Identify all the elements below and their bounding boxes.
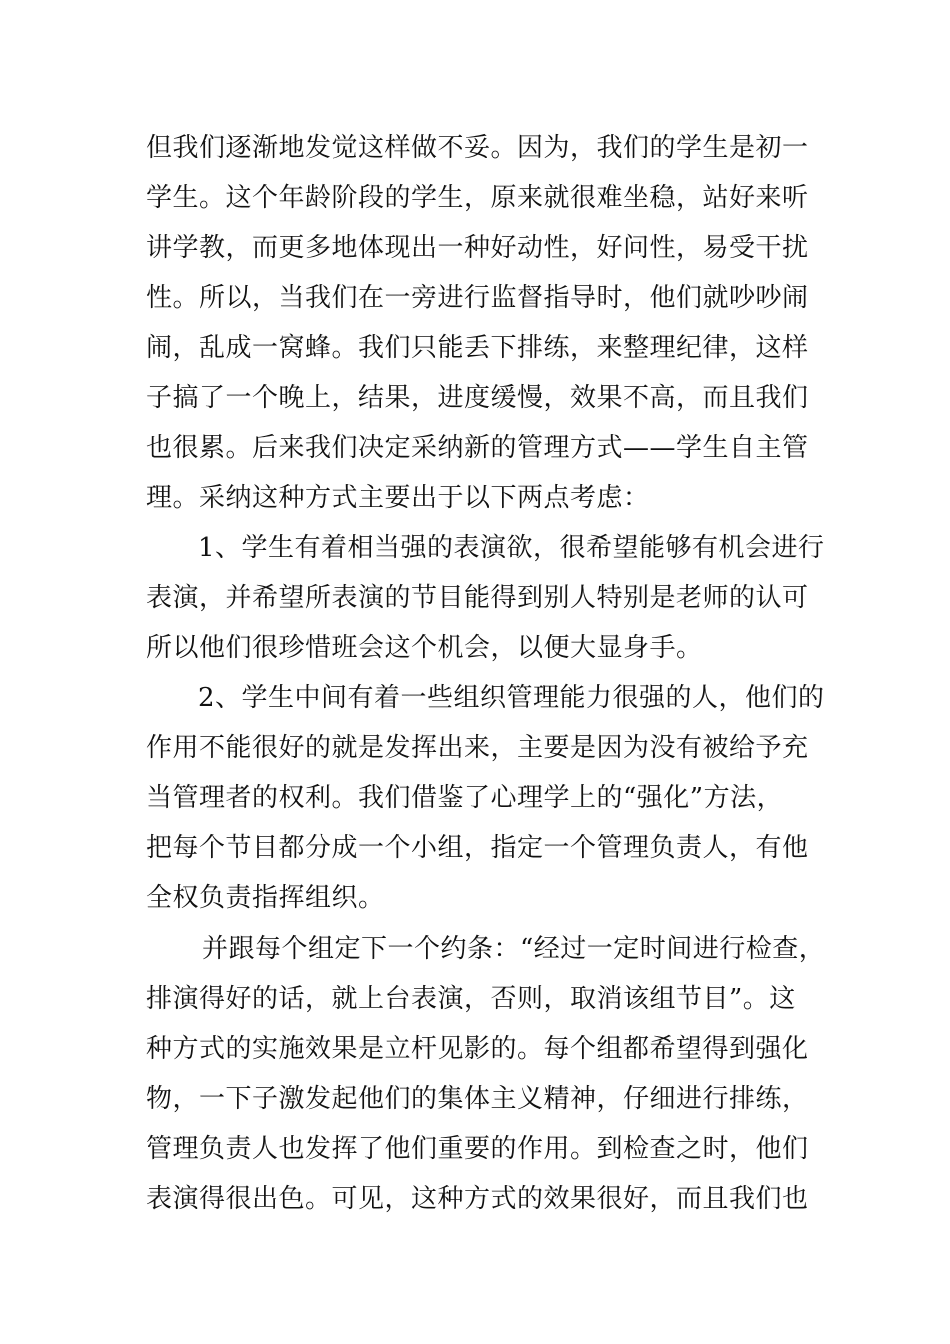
text-line: 种方式的实施效果是立杆见影的。每个组都希望得到强化 (146, 1034, 809, 1064)
text-line: 全权负责指挥组织。 (146, 883, 385, 913)
text-line-paragraph-start: 并跟每个组定下一个约条：“经过一定时间进行检查， (202, 934, 826, 964)
text-line-point-1: 1、学生有着相当强的表演欲，很希望能够有机会进行 (198, 533, 825, 563)
text-line: 管理负责人也发挥了他们重要的作用。到检查之时，他们 (146, 1134, 809, 1164)
text-line: 闹，乱成一窝蜂。我们只能丢下排练，来整理纪律，这样 (146, 333, 809, 363)
text-line: 性。所以，当我们在一旁进行监督指导时，他们就吵吵闹 (146, 283, 809, 313)
text-line: 所以他们很珍惜班会这个机会，以便大显身手。 (146, 633, 703, 663)
text-line: 物，一下子激发起他们的集体主义精神，仔细进行排练， (146, 1084, 809, 1114)
text-line: 作用不能很好的就是发挥出来，主要是因为没有被给予充 (146, 733, 809, 763)
text-line: 但我们逐渐地发觉这样做不妥。因为，我们的学生是初一 (146, 133, 809, 163)
text-line: 子搞了一个晚上，结果，进度缓慢，效果不高，而且我们 (146, 383, 809, 413)
text-line: 理。采纳这种方式主要出于以下两点考虑： (146, 483, 650, 513)
text-line-point-2: 2、学生中间有着一些组织管理能力很强的人，他们的 (198, 683, 825, 713)
text-line: 学生。这个年龄阶段的学生，原来就很难坐稳，站好来听 (146, 183, 809, 213)
text-line: 讲学教，而更多地体现出一种好动性，好问性，易受干扰 (146, 233, 809, 263)
text-line: 排演得好的话，就上台表演，否则，取消该组节目”。这 (146, 984, 796, 1014)
text-line: 当管理者的权利。我们借鉴了心理学上的“强化”方法， (146, 783, 784, 813)
text-line: 表演，并希望所表演的节目能得到别人特别是老师的认可 (146, 583, 809, 613)
text-line: 也很累。后来我们决定采纳新的管理方式——学生自主管 (146, 433, 809, 463)
text-line: 表演得很出色。可见，这种方式的效果很好，而且我们也 (146, 1184, 809, 1214)
text-line: 把每个节目都分成一个小组，指定一个管理负责人，有他 (146, 833, 809, 863)
